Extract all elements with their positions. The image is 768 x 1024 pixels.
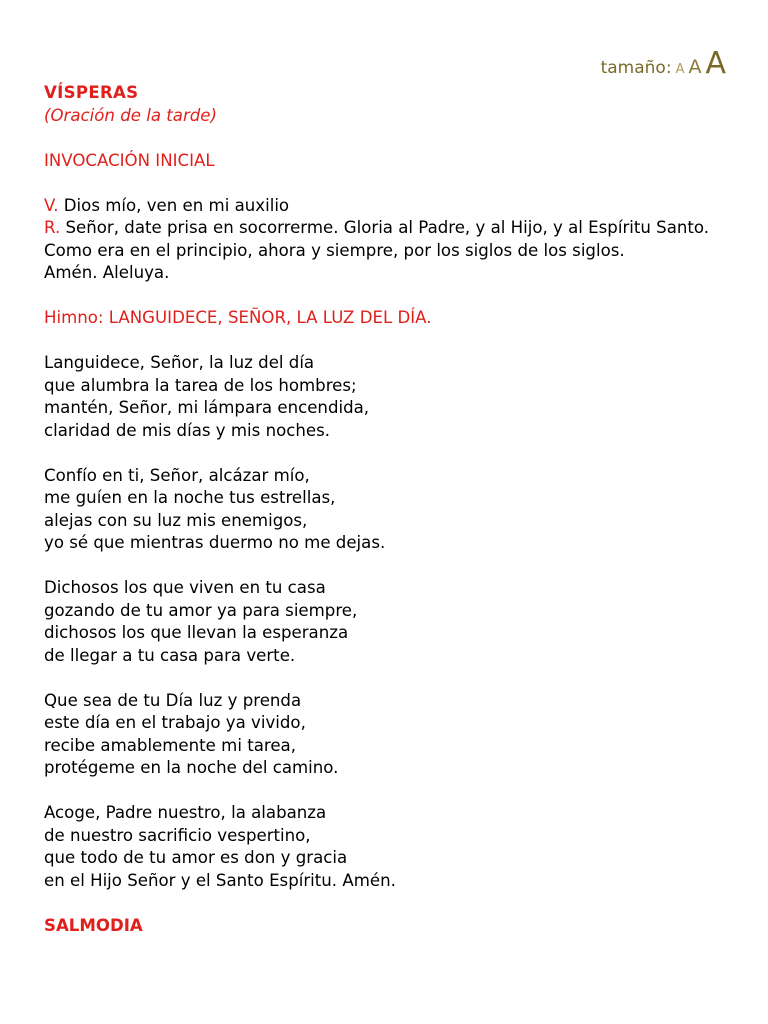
hymn-line: Languidece, Señor, la luz del día	[44, 353, 315, 372]
response-line	[44, 217, 744, 240]
hymn-line: claridad de mis días y mis noches.	[44, 420, 331, 440]
versicle-text: Dios mío, ven en mi auxilio	[63, 195, 290, 215]
hymn-line: gozando de tu amor ya para siempre,	[44, 600, 358, 620]
text-size-control	[601, 48, 726, 86]
response-marker: R.	[44, 218, 61, 237]
hymn-line: alejas con su luz mis enemigos,	[44, 510, 308, 530]
hymn-line: protégeme en la noche del camino.	[44, 758, 339, 777]
hymn-stanza	[44, 465, 744, 555]
hymn-line: recibe amablemente mi tarea,	[44, 735, 296, 755]
hymn-line: Dichosos los que viven en tu casa	[44, 578, 326, 597]
hymn-stanza	[44, 577, 744, 667]
hymn-line: que todo de tu amor es don y gracia	[44, 848, 348, 867]
text-size-medium-button[interactable]: A	[688, 56, 702, 78]
hymn-line: que alumbra la tarea de los hombres;	[44, 375, 357, 395]
salmodia-heading: SALMODIA	[44, 915, 143, 935]
text-size-large-button[interactable]: A	[705, 46, 726, 81]
hymn-line: dichosos los que llevan la esperanza	[44, 623, 349, 642]
hymn-line: Acoge, Padre nuestro, la alabanza	[44, 803, 327, 822]
hymn-stanza	[44, 690, 744, 780]
prayer-content	[44, 82, 744, 937]
hymn-stanza	[44, 352, 744, 442]
hymn-line: de nuestro sacrificio vespertino,	[44, 825, 311, 845]
versicle-marker: V.	[44, 195, 59, 215]
invocation-heading: INVOCACIÓN INICIAL	[44, 150, 215, 170]
response-text: Señor, date prisa en socorrerme. Gloria al Padre, y al Hijo, y al Espíritu Santo.	[65, 218, 710, 237]
hymn-line: este día en el trabajo ya vivido,	[44, 713, 306, 732]
page-title: VÍSPERAS	[44, 83, 139, 102]
hymn-line: mantén, Señor, mi lámpara encendida,	[44, 398, 370, 417]
hymn-heading: Himno: LANGUIDECE, SEÑOR, LA LUZ DEL DÍA.	[44, 308, 432, 327]
page-subtitle: (Oración de la tarde)	[44, 105, 217, 125]
hymn-stanza	[44, 802, 744, 892]
hymn-line: de llegar a tu casa para verte.	[44, 645, 296, 665]
amen-line: Amén. Aleluya.	[44, 263, 170, 282]
doxology-line: Como era en el principio, ahora y siempre, por los siglos de los siglos.	[44, 240, 625, 260]
hymn-line: en el Hijo Señor y el Santo Espíritu. Amén.	[44, 870, 396, 890]
hymn-line: Confío en ti, Señor, alcázar mío,	[44, 465, 310, 485]
text-size-small-button[interactable]: A	[675, 62, 685, 77]
versicle-line	[44, 195, 744, 218]
text-size-label: tamaño:	[600, 58, 672, 78]
hymn-line: me guíen en la noche tus estrellas,	[44, 488, 336, 507]
hymn-line: Que sea de tu Día luz y prenda	[44, 690, 302, 710]
hymn-line: yo sé que mientras duermo no me dejas.	[44, 533, 386, 552]
